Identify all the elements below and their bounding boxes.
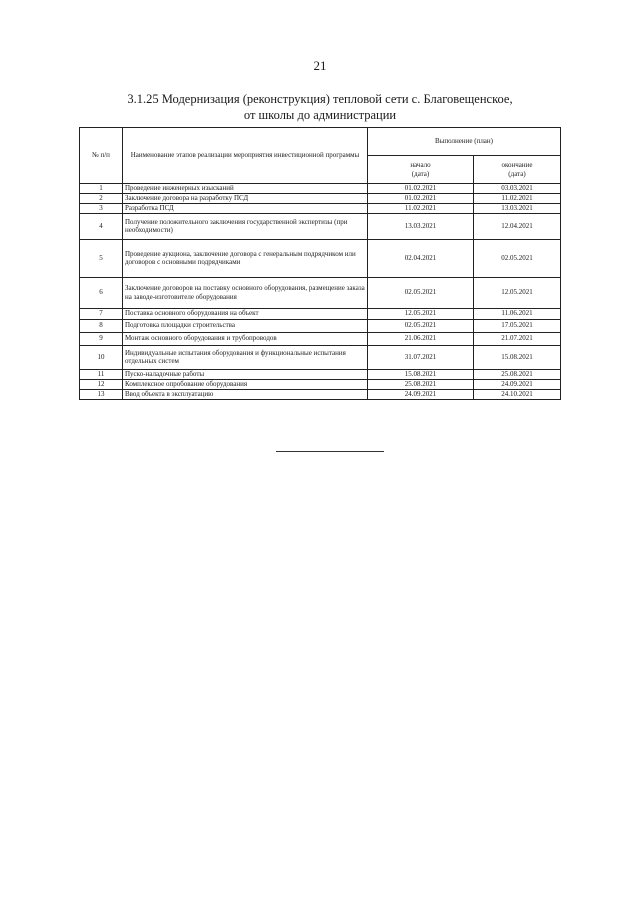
header-end	[474, 156, 561, 184]
row-stage: Заключение договора на разработку ПСД	[123, 193, 368, 203]
schedule-table-body	[80, 184, 561, 400]
table-row	[80, 193, 561, 203]
header-end-unit: (дата)	[508, 169, 526, 178]
row-stage: Заключение договоров на поставку основного оборудования, размещение заказа на заводе-изготовителе оборудования	[123, 277, 368, 308]
row-start-date: 21.06.2021	[368, 332, 474, 345]
row-stage: Получение положительного заключения государственной экспертизы (при необходимости)	[123, 213, 368, 239]
row-end-date: 24.10.2021	[474, 389, 561, 399]
row-end-date: 15.08.2021	[474, 345, 561, 369]
row-start-date: 25.08.2021	[368, 379, 474, 389]
row-start-date: 11.02.2021	[368, 203, 474, 213]
row-end-date: 21.07.2021	[474, 332, 561, 345]
row-num: 11	[80, 369, 123, 379]
row-end-date: 12.05.2021	[474, 277, 561, 308]
table-row	[80, 184, 561, 194]
row-num: 5	[80, 239, 123, 277]
header-start	[368, 156, 474, 184]
row-end-date: 11.06.2021	[474, 308, 561, 319]
row-start-date: 02.05.2021	[368, 277, 474, 308]
separator-line	[276, 451, 384, 452]
row-stage: Пуско-наладочные работы	[123, 369, 368, 379]
table-row	[80, 319, 561, 332]
table-row	[80, 203, 561, 213]
row-stage: Монтаж основного оборудования и трубопроводов	[123, 332, 368, 345]
section-title-line-2: от школы до администрации	[243, 108, 397, 122]
row-num: 4	[80, 213, 123, 239]
row-end-date: 13.03.2021	[474, 203, 561, 213]
row-start-date: 02.05.2021	[368, 319, 474, 332]
row-num: 6	[80, 277, 123, 308]
row-start-date: 01.02.2021	[368, 193, 474, 203]
table-row	[80, 379, 561, 389]
row-end-date: 12.04.2021	[474, 213, 561, 239]
page-number: 21	[313, 58, 327, 73]
header-start-unit: (дата)	[411, 169, 430, 178]
schedule-table-header	[80, 128, 561, 184]
table-row	[80, 277, 561, 308]
row-start-date: 24.09.2021	[368, 389, 474, 399]
header-stage: Наименование этапов реализации мероприятия инвестиционной программы	[123, 128, 368, 184]
table-row	[80, 213, 561, 239]
section-title-line-1: 3.1.25 Модернизация (реконструкция) тепловой сети с. Благовещенское,	[127, 92, 513, 106]
row-start-date: 15.08.2021	[368, 369, 474, 379]
header-start-label: начало	[410, 160, 431, 169]
table-row	[80, 308, 561, 319]
section-title	[0, 91, 640, 123]
row-stage: Разработка ПСД	[123, 203, 368, 213]
row-num: 9	[80, 332, 123, 345]
row-start-date: 13.03.2021	[368, 213, 474, 239]
row-start-date: 12.05.2021	[368, 308, 474, 319]
row-num: 2	[80, 193, 123, 203]
table-row	[80, 389, 561, 399]
row-stage: Индивидуальные испытания оборудования и функциональные испытания отдельных систем	[123, 345, 368, 369]
row-stage: Подготовка площадки строительства	[123, 319, 368, 332]
header-plan: Выполнение (план)	[368, 128, 561, 156]
table-row	[80, 345, 561, 369]
row-end-date: 03.03.2021	[474, 184, 561, 194]
row-end-date: 17.05.2021	[474, 319, 561, 332]
row-num: 10	[80, 345, 123, 369]
row-start-date: 01.02.2021	[368, 184, 474, 194]
header-end-label: окончание	[501, 160, 533, 169]
row-num: 12	[80, 379, 123, 389]
row-stage: Проведение инженерных изысканий	[123, 184, 368, 194]
row-end-date: 24.09.2021	[474, 379, 561, 389]
row-stage: Ввод объекта в эксплуатацию	[123, 389, 368, 399]
row-stage: Поставка основного оборудования на объект	[123, 308, 368, 319]
row-end-date: 11.02.2021	[474, 193, 561, 203]
row-start-date: 31.07.2021	[368, 345, 474, 369]
row-num: 3	[80, 203, 123, 213]
row-num: 7	[80, 308, 123, 319]
row-num: 1	[80, 184, 123, 194]
row-stage: Проведение аукциона, заключение договора с генеральным подрядчиком или договоров с основными подрядчиками	[123, 239, 368, 277]
table-row	[80, 369, 561, 379]
table-row	[80, 239, 561, 277]
row-num: 13	[80, 389, 123, 399]
row-stage: Комплексное опробование оборудования	[123, 379, 368, 389]
table-row	[80, 332, 561, 345]
row-start-date: 02.04.2021	[368, 239, 474, 277]
schedule-table	[79, 127, 561, 400]
row-end-date: 02.05.2021	[474, 239, 561, 277]
row-end-date: 25.08.2021	[474, 369, 561, 379]
header-num: № п/п	[80, 128, 123, 184]
row-num: 8	[80, 319, 123, 332]
